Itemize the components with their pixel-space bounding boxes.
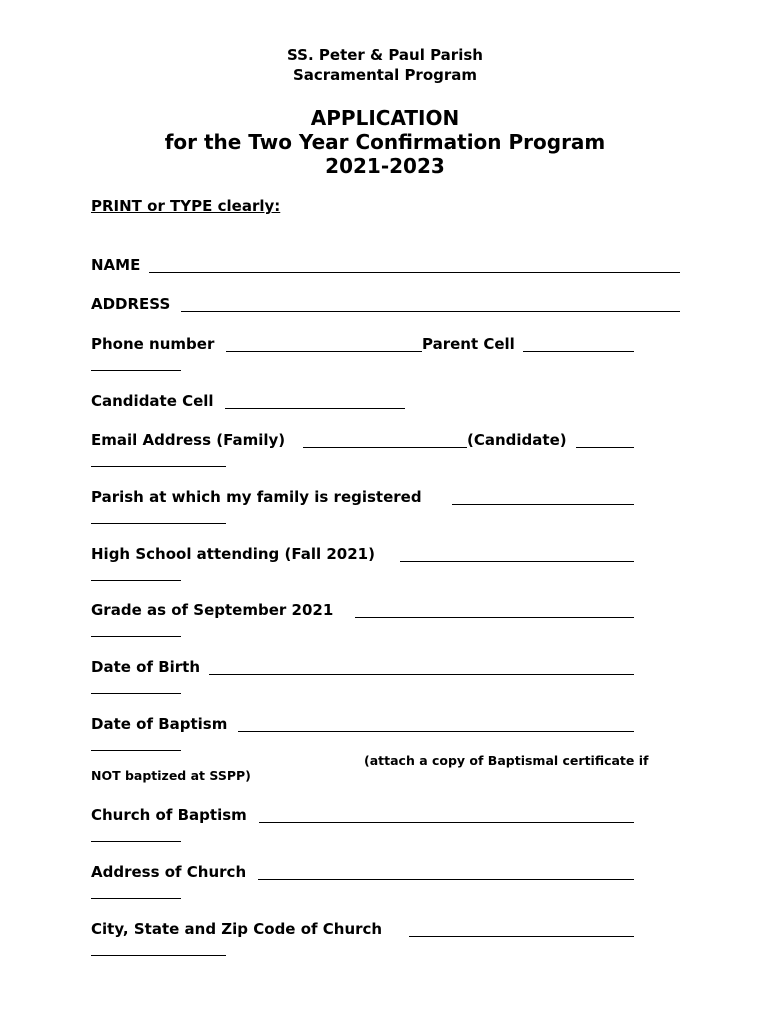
program-years: 2021-2023 — [325, 154, 445, 178]
dob-label: Date of Birth — [91, 658, 201, 676]
parent-cell-blank[interactable] — [523, 351, 634, 352]
grade-blank-continued[interactable] — [91, 636, 181, 637]
candidate-cell-label: Candidate Cell — [91, 392, 214, 410]
form-title: APPLICATION — [310, 106, 460, 130]
grade-blank[interactable] — [355, 617, 634, 618]
high-school-blank-continued[interactable] — [91, 580, 181, 581]
high-school-label: High School attending (Fall 2021) — [91, 545, 375, 563]
church-address-label: Address of Church — [91, 863, 247, 881]
form-subtitle: for the Two Year Confirmation Program — [164, 130, 606, 154]
high-school-blank[interactable] — [400, 561, 634, 562]
parish-name: SS. Peter & Paul Parish — [287, 46, 483, 64]
dob-blank[interactable] — [209, 674, 634, 675]
parent-cell-blank-continued[interactable] — [91, 370, 181, 371]
church-city-label: City, State and Zip Code of Church — [91, 920, 383, 938]
program-name: Sacramental Program — [292, 66, 478, 84]
email-candidate-blank[interactable] — [576, 447, 634, 448]
parish-registered-blank-continued[interactable] — [91, 523, 226, 524]
candidate-cell-blank[interactable] — [225, 408, 405, 409]
church-address-blank[interactable] — [258, 879, 634, 880]
date-baptism-label: Date of Baptism — [91, 715, 228, 733]
church-city-blank[interactable] — [409, 936, 634, 937]
email-candidate-blank-continued[interactable] — [91, 466, 226, 467]
date-baptism-blank-continued[interactable] — [91, 750, 181, 751]
church-baptism-label: Church of Baptism — [91, 806, 247, 824]
email-candidate-label: (Candidate) — [467, 431, 567, 449]
date-baptism-blank[interactable] — [238, 731, 634, 732]
baptism-certificate-note: (attach a copy of Baptismal certificate if — [364, 753, 649, 768]
parish-registered-blank[interactable] — [452, 504, 634, 505]
church-city-blank-continued[interactable] — [91, 955, 226, 956]
baptism-certificate-note-continued: NOT baptized at SSPP) — [91, 768, 251, 783]
email-family-label: Email Address (Family) — [91, 431, 286, 449]
parish-registered-label: Parish at which my family is registered — [91, 488, 422, 506]
church-baptism-blank-continued[interactable] — [91, 841, 181, 842]
print-instruction: PRINT or TYPE clearly: — [91, 197, 281, 215]
church-baptism-blank[interactable] — [259, 822, 634, 823]
grade-label: Grade as of September 2021 — [91, 601, 334, 619]
phone-label: Phone number — [91, 335, 215, 353]
name-blank[interactable] — [149, 272, 680, 273]
address-label: ADDRESS — [91, 295, 171, 313]
address-blank[interactable] — [181, 311, 680, 312]
phone-blank[interactable] — [226, 351, 422, 352]
parent-cell-label: Parent Cell — [422, 335, 515, 353]
email-family-blank[interactable] — [303, 447, 467, 448]
name-label: NAME — [91, 256, 141, 274]
church-address-blank-continued[interactable] — [91, 898, 181, 899]
dob-blank-continued[interactable] — [91, 693, 181, 694]
